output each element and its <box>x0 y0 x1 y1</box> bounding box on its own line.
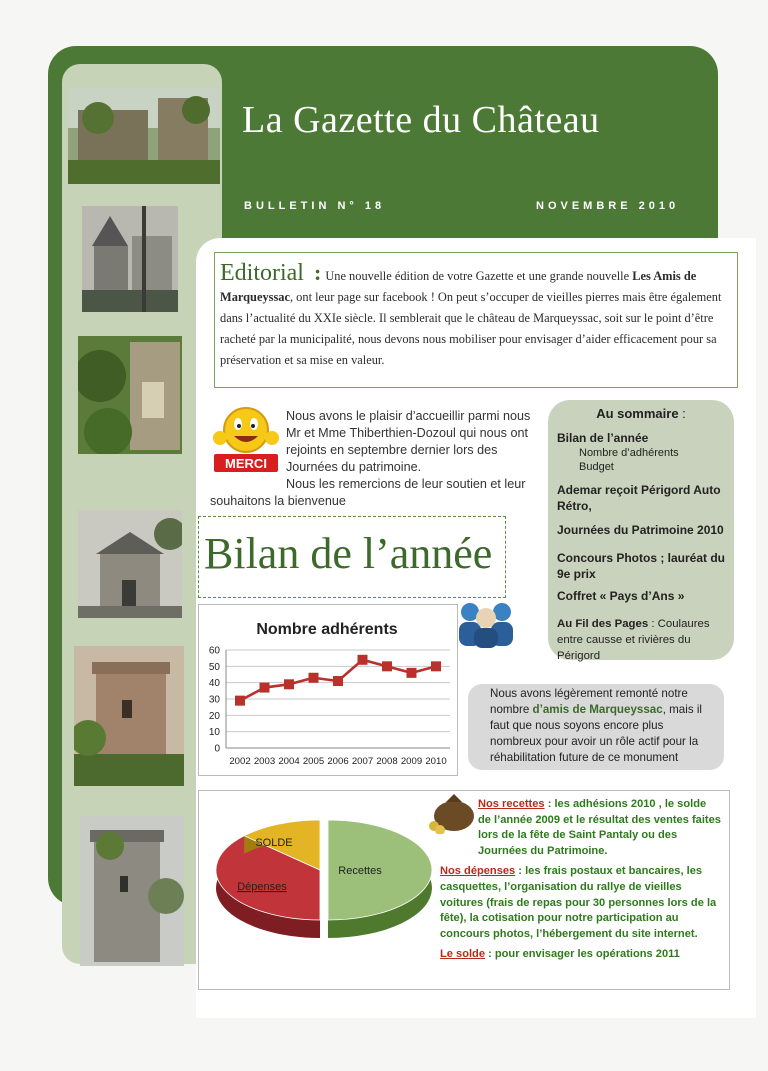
recettes-paragraph: Nos recettes : les adhésions 2010 , le solde de l’année 2009 et le résultat des ventes faites lors de la fête de Saint Pantaly ou des Journées du Patrimoine. <box>478 798 721 857</box>
x-tick-label: 2010 <box>425 756 447 767</box>
data-point <box>431 661 441 671</box>
gatehouse-photo <box>78 510 182 618</box>
budget-text <box>440 797 722 968</box>
x-tick-label: 2009 <box>400 756 423 767</box>
newsletter-title: La Gazette du Château <box>242 99 600 141</box>
toc-item: Bilan de l’année Nombre d’adhérents Budget <box>557 431 679 473</box>
data-point <box>358 655 368 665</box>
issue-date: NOVEMBRE 2010 <box>536 200 680 212</box>
editorial-heading: Editorial <box>220 260 304 286</box>
x-tick-label: 2004 <box>278 756 300 767</box>
y-tick-label: 20 <box>208 710 220 722</box>
bulletin-number: BULLETIN N° 18 <box>244 200 386 212</box>
data-point <box>333 676 343 686</box>
pie-label: Recettes <box>338 865 382 877</box>
data-point <box>382 661 392 671</box>
chart-title: Nombre adhérents <box>256 621 398 638</box>
x-tick-label: 2002 <box>229 756 251 767</box>
solde-label: Le solde <box>440 948 486 961</box>
y-tick-label: 40 <box>208 678 220 690</box>
y-tick-label: 10 <box>208 727 220 739</box>
data-point <box>284 679 294 689</box>
castle-tower-photo <box>82 206 178 312</box>
data-point <box>309 673 319 683</box>
data-point <box>260 683 270 693</box>
toc-item: Coffret « Pays d’Ans » <box>557 589 685 603</box>
data-point <box>407 668 417 678</box>
section-title: Bilan de l’année <box>204 529 493 578</box>
editorial-association-name: Les Amis de Marqueyssac <box>220 269 697 304</box>
castle-ruin-photo <box>68 88 220 184</box>
budget-pie-chart <box>204 804 436 964</box>
x-tick-label: 2003 <box>253 756 276 767</box>
toc-item: Ademar reçoit Périgord Auto Rétro, <box>557 483 721 513</box>
pie-label: Dépenses <box>237 881 287 893</box>
editorial-colon: : <box>313 260 322 285</box>
editorial <box>220 262 732 371</box>
members-line-chart <box>198 604 456 774</box>
toc-item: Au Fil des Pages : Coulaures entre causse et rivières du Périgord <box>557 618 710 662</box>
y-tick-label: 50 <box>208 661 220 673</box>
members-note-text: Nous avons légèrement remonté notre nombre d’amis de Marqueyssac, mais il faut que nous soyons encore plus nombreux pour avoir un rôle actif pour la réhabilitation future de ce monument <box>490 687 702 764</box>
editorial-text-end: , ont leur page sur facebook ! On peut s’occuper de vieilles pierres mais être également dans l’actualité du XXIe siècle. Il semblerait que le château de Marqueyssac, soit sur le point d’être racheté par la municipalité, nous devons nous mobiliser pour envisager d’aider efficacement pour sa préservation et sa mise en valeur. <box>220 290 722 367</box>
x-tick-label: 2007 <box>351 756 374 767</box>
y-tick-label: 60 <box>208 645 220 657</box>
ivy-tower-photo <box>80 816 184 966</box>
window-ruin-photo <box>78 336 182 454</box>
y-tick-label: 0 <box>214 743 220 755</box>
toc-item: Concours Photos ; lauréat du 9e prix <box>557 551 726 581</box>
x-tick-label: 2005 <box>302 756 325 767</box>
depenses-label: Nos dépenses <box>440 865 516 878</box>
members-note-highlight: d’amis de Marqueyssac <box>532 703 663 716</box>
toc-item: Journées du Patrimoine 2010 <box>557 523 724 537</box>
recettes-label: Nos recettes <box>478 798 545 810</box>
toc-heading: Au sommaire : <box>596 406 686 421</box>
x-tick-label: 2008 <box>376 756 398 767</box>
members-group-icon <box>452 596 522 648</box>
x-tick-label: 2006 <box>327 756 349 767</box>
y-tick-label: 30 <box>208 694 220 706</box>
depenses-paragraph: Nos dépenses : les frais postaux et bancaires, les casquettes, l’organisation du rallye de vieilles voitures (frais de repas pour 30 personnes lors de la fête), la cotisation pour notre participation au concours photos, l’hébergement du site internet. <box>440 865 717 940</box>
merci-badge-text: MERCI <box>225 456 267 471</box>
welcome-paragraph-1: Nous avons le plaisir d’accueillir parmi nous Mr et Mme Thiberthien-Dozoul qui nous ont rejoints en septembre dernier lors des Journées du patrimoine. <box>286 409 531 474</box>
table-of-contents <box>548 400 734 660</box>
editorial-text-start: Une nouvelle édition de votre Gazette et une grande nouvelle <box>325 269 633 283</box>
round-tower-photo <box>74 646 184 786</box>
solde-paragraph: Le solde : pour envisager les opérations 2011 <box>440 948 680 961</box>
data-point <box>235 696 245 706</box>
welcome-message <box>210 408 540 476</box>
welcome-paragraph-2: Nous les remercions de leur soutien et leur souhaitons la bienvenue <box>210 477 526 508</box>
pie-label: SOLDE <box>255 837 293 849</box>
